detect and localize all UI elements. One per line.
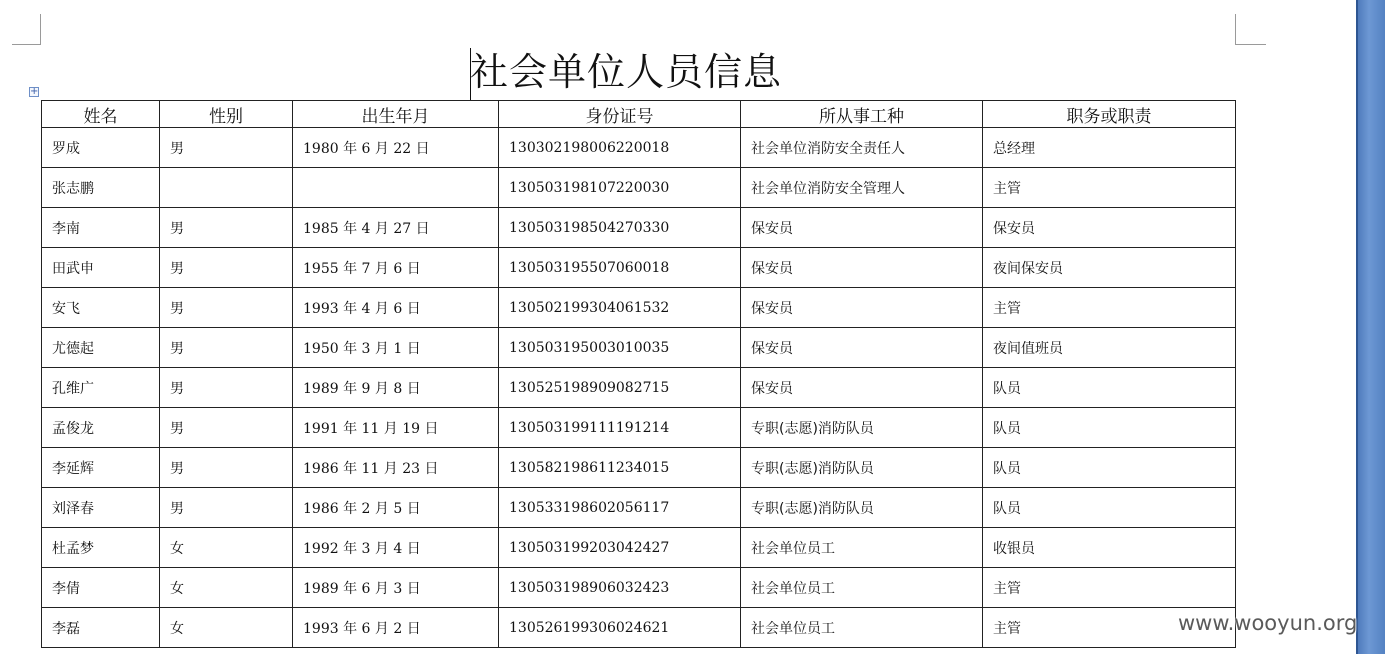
cell-birth-date[interactable]: 1955 年 7 月 6 日	[293, 248, 499, 288]
table-row[interactable]	[42, 448, 1236, 488]
cell-birth-date[interactable]: 1986 年 11 月 23 日	[293, 448, 499, 488]
cell-gender[interactable]: 男	[160, 128, 293, 168]
cell-id-number[interactable]: 130502199304061532	[499, 288, 741, 328]
cell-id-number[interactable]: 130503199203042427	[499, 528, 741, 568]
cell-name[interactable]: 李磊	[42, 608, 160, 648]
column-header-position: 职务或职责	[983, 101, 1236, 128]
header-row	[42, 101, 1236, 128]
cell-birth-date[interactable]: 1991 年 11 月 19 日	[293, 408, 499, 448]
cell-occupation[interactable]: 专职(志愿)消防队员	[741, 488, 983, 528]
table-row[interactable]	[42, 328, 1236, 368]
table-row[interactable]	[42, 528, 1236, 568]
cell-gender[interactable]: 女	[160, 608, 293, 648]
document-title[interactable]: 社会单位人员信息	[470, 50, 783, 94]
column-header-name: 姓名	[42, 101, 160, 128]
cell-gender[interactable]: 男	[160, 408, 293, 448]
cell-id-number[interactable]: 130503195003010035	[499, 328, 741, 368]
cell-birth-date[interactable]: 1989 年 9 月 8 日	[293, 368, 499, 408]
cell-id-number[interactable]: 130582198611234015	[499, 448, 741, 488]
column-header-birth-date: 出生年月	[293, 101, 499, 128]
column-header-occupation: 所从事工种	[741, 101, 983, 128]
scrollbar-edge	[1356, 0, 1358, 654]
cell-name[interactable]: 孔维广	[42, 368, 160, 408]
cell-gender[interactable]: 女	[160, 528, 293, 568]
cell-occupation[interactable]: 专职(志愿)消防队员	[741, 408, 983, 448]
cell-birth-date[interactable]: 1989 年 6 月 3 日	[293, 568, 499, 608]
table-row[interactable]	[42, 248, 1236, 288]
cell-position[interactable]: 队员	[983, 488, 1236, 528]
cell-birth-date[interactable]: 1993 年 6 月 2 日	[293, 608, 499, 648]
cell-birth-date[interactable]: 1993 年 4 月 6 日	[293, 288, 499, 328]
table-row[interactable]	[42, 488, 1236, 528]
vertical-scrollbar[interactable]	[1356, 0, 1385, 654]
cell-gender[interactable]: 男	[160, 288, 293, 328]
cell-birth-date[interactable]: 1985 年 4 月 27 日	[293, 208, 499, 248]
cell-name[interactable]: 罗成	[42, 128, 160, 168]
cell-occupation[interactable]: 保安员	[741, 208, 983, 248]
cell-id-number[interactable]: 130302198006220018	[499, 128, 741, 168]
cell-id-number[interactable]: 130503199111191214	[499, 408, 741, 448]
cell-name[interactable]: 李倩	[42, 568, 160, 608]
cell-id-number[interactable]: 130503198107220030	[499, 168, 741, 208]
cell-name[interactable]: 尤德起	[42, 328, 160, 368]
column-header-id-number: 身份证号	[499, 101, 741, 128]
table-row[interactable]	[42, 408, 1236, 448]
cell-gender[interactable]: 男	[160, 448, 293, 488]
table-row[interactable]	[42, 168, 1236, 208]
cell-position[interactable]: 夜间值班员	[983, 328, 1236, 368]
cell-name[interactable]: 田武申	[42, 248, 160, 288]
table-header	[42, 101, 1236, 128]
cell-id-number[interactable]: 130503195507060018	[499, 248, 741, 288]
cell-birth-date[interactable]: 1986 年 2 月 5 日	[293, 488, 499, 528]
cell-id-number[interactable]: 130503198504270330	[499, 208, 741, 248]
cell-occupation[interactable]: 社会单位员工	[741, 528, 983, 568]
cell-birth-date[interactable]: 1992 年 3 月 4 日	[293, 528, 499, 568]
cell-name[interactable]: 刘泽春	[42, 488, 160, 528]
cell-position[interactable]: 保安员	[983, 208, 1236, 248]
cell-position[interactable]: 队员	[983, 408, 1236, 448]
cell-gender[interactable]	[160, 168, 293, 208]
cell-name[interactable]: 杜孟梦	[42, 528, 160, 568]
cell-position[interactable]: 收银员	[983, 528, 1236, 568]
table-row[interactable]	[42, 568, 1236, 608]
cell-position[interactable]: 总经理	[983, 128, 1236, 168]
table-row[interactable]	[42, 288, 1236, 328]
cell-occupation[interactable]: 保安员	[741, 288, 983, 328]
table-row[interactable]	[42, 608, 1236, 648]
cell-id-number[interactable]: 130525198909082715	[499, 368, 741, 408]
column-header-gender: 性别	[160, 101, 293, 128]
cell-occupation[interactable]: 社会单位员工	[741, 608, 983, 648]
cell-gender[interactable]: 男	[160, 208, 293, 248]
table-row[interactable]	[42, 208, 1236, 248]
table-body[interactable]	[42, 128, 1236, 648]
cell-gender[interactable]: 男	[160, 368, 293, 408]
cell-position[interactable]: 主管	[983, 168, 1236, 208]
cell-name[interactable]: 张志鹏	[42, 168, 160, 208]
cell-position[interactable]: 队员	[983, 368, 1236, 408]
cell-gender[interactable]: 男	[160, 328, 293, 368]
cell-id-number[interactable]: 130533198602056117	[499, 488, 741, 528]
cell-gender[interactable]: 女	[160, 568, 293, 608]
cell-position[interactable]: 夜间保安员	[983, 248, 1236, 288]
table-row[interactable]	[42, 128, 1236, 168]
cell-occupation[interactable]: 社会单位消防安全责任人	[741, 128, 983, 168]
cell-occupation[interactable]: 社会单位消防安全管理人	[741, 168, 983, 208]
cell-gender[interactable]: 男	[160, 248, 293, 288]
move-cross-icon[interactable]: +	[30, 86, 39, 97]
cell-name[interactable]: 李南	[42, 208, 160, 248]
cell-position[interactable]: 主管	[983, 608, 1236, 648]
cell-birth-date[interactable]	[293, 168, 499, 208]
personnel-table[interactable]	[41, 100, 1236, 648]
cell-occupation[interactable]: 保安员	[741, 248, 983, 288]
cell-id-number[interactable]: 130526199306024621	[499, 608, 741, 648]
watermark-text: www.wooyun.org	[1178, 611, 1358, 635]
cell-birth-date[interactable]: 1950 年 3 月 1 日	[293, 328, 499, 368]
cell-gender[interactable]: 男	[160, 488, 293, 528]
table-row[interactable]	[42, 368, 1236, 408]
cell-position[interactable]: 主管	[983, 568, 1236, 608]
cell-occupation[interactable]: 保安员	[741, 368, 983, 408]
cell-name[interactable]: 孟俊龙	[42, 408, 160, 448]
cell-id-number[interactable]: 130503198906032423	[499, 568, 741, 608]
crop-mark-top-left	[12, 14, 41, 45]
crop-mark-top-right	[1235, 14, 1266, 45]
cell-occupation[interactable]: 专职(志愿)消防队员	[741, 448, 983, 488]
cell-name[interactable]: 安飞	[42, 288, 160, 328]
cell-position[interactable]: 主管	[983, 288, 1236, 328]
cell-birth-date[interactable]: 1980 年 6 月 22 日	[293, 128, 499, 168]
cell-name[interactable]: 李延辉	[42, 448, 160, 488]
cell-occupation[interactable]: 社会单位员工	[741, 568, 983, 608]
cell-position[interactable]: 队员	[983, 448, 1236, 488]
cell-occupation[interactable]: 保安员	[741, 328, 983, 368]
